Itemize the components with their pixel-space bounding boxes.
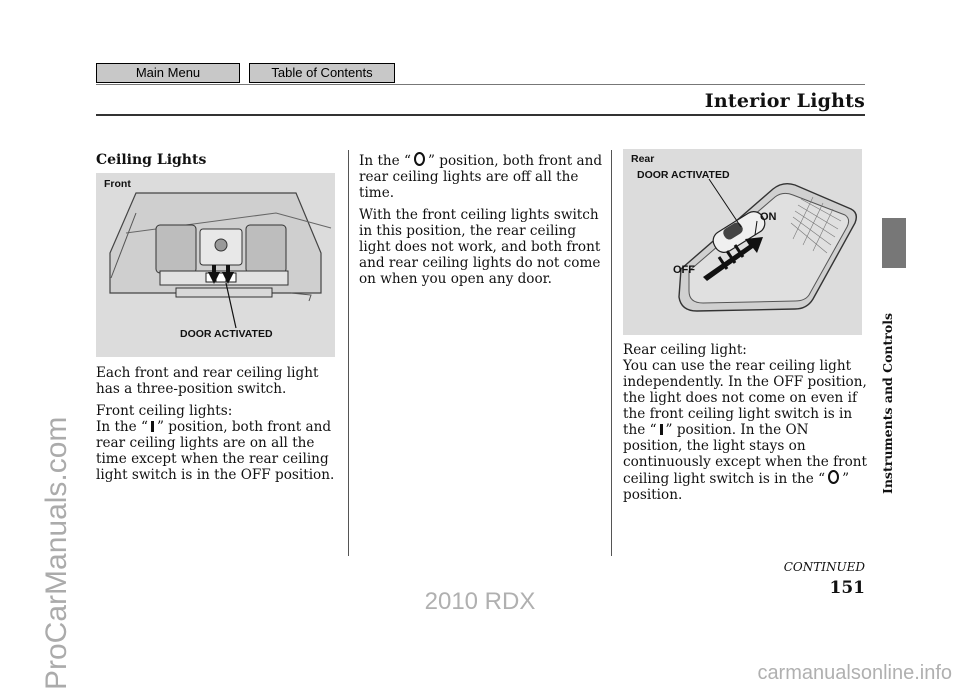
- bar-position-icon: [660, 424, 663, 435]
- front-lights-heading: Front ceiling lights:: [96, 403, 233, 419]
- intro-paragraph: Each front and rear ceiling light has a three-position switch.: [96, 365, 319, 397]
- column-1: [96, 152, 336, 174]
- front-lights-paragraph: [96, 403, 341, 483]
- model-footer: 2010 RDX: [424, 588, 536, 615]
- off-position-paragraph: [359, 152, 604, 201]
- site-watermark: carmanualsonline.info: [757, 662, 952, 684]
- rear-disabled-paragraph: With the front ceiling lights switch in this position, the rear ceiling light does not work, and both front and rear ceiling lights do not come on when you open any door.: [359, 207, 601, 287]
- door-activated-label-front: DOOR ACTIVATED: [180, 328, 273, 340]
- title-rule: [96, 114, 865, 116]
- circle-position-icon: [828, 470, 839, 484]
- rear-light-paragraph: [623, 342, 868, 503]
- off-text-post: ” position, both front and rear ceiling lights are off all the time.: [359, 153, 603, 201]
- rear-light-text-1: You can use the rear ceiling light independently. In the OFF position, the light does not come on even if the front ceiling light switch is in the “: [623, 358, 867, 438]
- rear-light-text-2: ” position. In the ON position, the light stays on continuously except when the front ceiling light switch is in the “: [623, 422, 868, 487]
- rear-light-figure: [623, 149, 862, 335]
- header-rule: [96, 84, 865, 85]
- column-3-body: [623, 342, 868, 509]
- column-divider-1: [348, 150, 349, 556]
- side-watermark: ProCarManuals.com: [40, 416, 73, 690]
- off-text-pre: In the “: [359, 153, 411, 169]
- sidebar-label: Instruments and Controls: [880, 313, 895, 494]
- rear-light-heading: Rear ceiling light:: [623, 342, 747, 358]
- bar-position-icon: [151, 421, 154, 432]
- front-label: Front: [104, 178, 131, 190]
- continued-label: CONTINUED: [783, 560, 865, 574]
- on-label: ON: [760, 211, 777, 223]
- sidebar-tab: [882, 218, 906, 268]
- rear-light-text-3: ” position.: [623, 471, 850, 503]
- front-light-figure: [96, 173, 335, 357]
- page-number: 151: [829, 578, 865, 598]
- column-divider-2: [611, 150, 612, 556]
- main-menu-button[interactable]: Main Menu: [96, 63, 240, 83]
- circle-position-icon: [414, 152, 425, 166]
- door-activated-label-rear: DOOR ACTIVATED: [637, 169, 730, 181]
- rear-label: Rear: [631, 153, 655, 165]
- table-of-contents-button[interactable]: Table of Contents: [249, 63, 395, 83]
- off-label: OFF: [673, 264, 695, 276]
- column-2: [359, 152, 604, 293]
- front-lights-text-pre: In the “: [96, 419, 148, 435]
- section-title: Interior Lights: [704, 90, 865, 112]
- ceiling-lights-heading: Ceiling Lights: [96, 152, 207, 168]
- front-lights-text-post: ” position, both front and rear ceiling lights are on all the time except when the rear ceiling light switch is in the OFF position.: [96, 419, 335, 483]
- column-1-body: [96, 365, 341, 489]
